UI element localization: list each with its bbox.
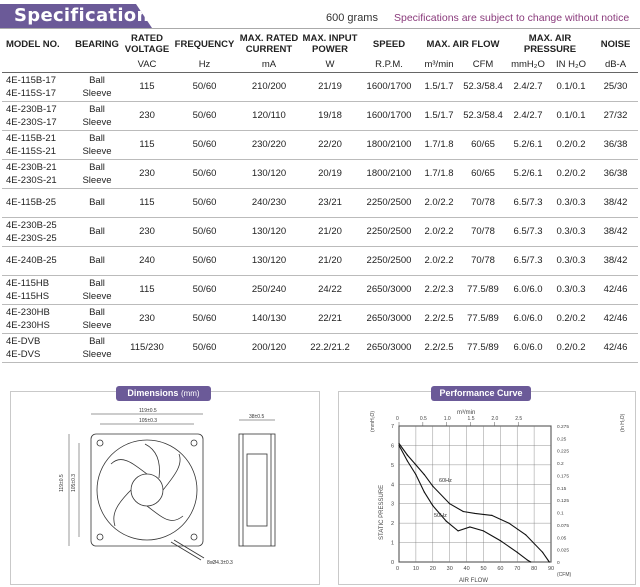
pres-mm-cell: 2.4/2.7 [507,72,549,101]
power-cell: 21/20 [301,246,359,275]
data-point [542,552,543,553]
table-row [2,304,638,333]
top-tick-label: 1.0 [443,416,451,422]
flow-cfm-cell: 60/65 [459,159,507,188]
flow-m3-cell: 2.2/2.5 [419,304,459,333]
flow-m3-cell: 2.0/2.2 [419,217,459,246]
pres-in-cell: 0.2/0.2 [549,130,593,159]
x-tick-label: 20 [429,566,436,572]
fan-side-view [239,420,275,546]
notice-text: Specifications are subject to change without notice [394,12,630,24]
model-cell [2,101,72,130]
current-cell: 130/120 [237,217,301,246]
model-number: 4E-230S-25 [6,232,57,244]
bearing-type: Ball [89,226,105,237]
model-number: 4E-115HS [6,290,50,302]
top-tick-label: 2.5 [515,416,523,422]
pres-in-cell: 0.1/0.1 [549,72,593,101]
col-header-bearing: BEARING [75,38,119,50]
power-cell: 23/21 [301,188,359,217]
flow-m3-cell: 1.5/1.7 [419,72,459,101]
model-number: 4E-115B-17 [6,74,56,86]
noise-cell: 27/32 [593,101,638,130]
freq-cell: 50/60 [172,101,237,130]
dim-width-label: 119±0.5 [139,408,157,414]
voltage-cell: 230 [122,217,172,246]
data-point [398,443,399,444]
model-number: 4E-115HB [6,277,50,289]
power-cell: 22/20 [301,130,359,159]
model-number: 4E-230HS [6,319,50,331]
y-tick-label: 5 [391,462,395,469]
dim-mount-hole-label: 8xØ4.3±0.3 [207,560,233,566]
flow-m3-cell: 1.7/1.8 [419,159,459,188]
table-row [2,188,638,217]
y-tick-label: 1 [391,540,395,547]
table-row [2,217,638,246]
col-header-current: MAX. RATED CURRENT [239,33,299,55]
top-tick-label: 1.5 [467,416,475,422]
current-cell: 230/220 [237,130,301,159]
bearing-type: Ball [89,255,105,266]
top-axis-label: m³/min [457,410,476,416]
model-cell [2,275,72,304]
flow-cfm-cell: 70/78 [459,246,507,275]
speed-cell: 2650/3000 [359,333,419,362]
pres-mm-cell: 6.5/7.3 [507,217,549,246]
speed-cell: 2250/2500 [359,217,419,246]
model-cell [2,159,72,188]
y2-tick-label: 0.05 [557,536,567,542]
data-point [463,511,464,512]
x-tick-label: 30 [446,566,453,572]
y-tick-label: 4 [391,482,395,489]
y-tick-label: 3 [391,501,395,508]
model-cell [2,304,72,333]
y2-tick-label: 0.125 [557,499,570,505]
data-point [527,559,528,560]
y2-tick-label: 0.2 [557,462,564,468]
freq-cell: 50/60 [172,275,237,304]
data-point [415,464,416,465]
speed-cell: 1800/2100 [359,159,419,188]
y-tick-label: 0 [391,560,395,566]
x-tick-label: 0 [396,566,400,572]
bearing-type: Ball [89,277,105,289]
model-cell [2,72,72,101]
unit-flow-cfm: CFM [459,58,507,72]
model-number: 4E-115S-17 [6,87,56,99]
bearing-type: Ball [89,197,105,208]
bearing-type: Sleeve [82,174,112,186]
bearing-cell [72,333,122,362]
bearing-type: Ball [89,306,105,318]
flow-cfm-cell: 60/65 [459,130,507,159]
model-cell [2,217,72,246]
model-number: 4E-230HB [6,306,50,318]
data-point [424,474,425,475]
speed-cell: 2650/3000 [359,275,419,304]
pres-mm-cell: 2.4/2.7 [507,101,549,130]
y-tick-label: 2 [391,521,395,528]
col-header-voltage: RATED VOLTAGE [124,33,170,55]
model-number: 4E-115S-21 [6,145,56,157]
model-number: 4E-DVB [6,335,41,347]
unit-flow-m3: m³/min [419,58,459,72]
power-cell: 22.2/21.2 [301,333,359,362]
chart-grid [399,426,551,562]
flow-cfm-cell: 70/78 [459,217,507,246]
model-number: 4E-115B-21 [6,132,56,144]
freq-cell: 50/60 [172,130,237,159]
power-cell: 21/20 [301,217,359,246]
data-point [525,534,526,535]
chart-series [398,443,550,563]
bearing-cell [72,72,122,101]
fan-front-view [69,414,204,560]
model-number: 4E-240B-25 [6,255,57,266]
bearing-type: Sleeve [82,348,112,360]
power-cell: 24/22 [301,275,359,304]
performance-chart [339,392,635,584]
data-point [500,540,501,541]
table-row [2,159,638,188]
data-point [474,513,475,514]
current-cell: 250/240 [237,275,301,304]
unit-noise: dB-A [593,58,638,72]
unit-voltage: VAC [122,58,172,72]
flow-cfm-cell: 52.3/58.4 [459,72,507,101]
y2-tick-label: 0.15 [557,486,567,492]
pres-in-cell: 0.1/0.1 [549,101,593,130]
bearing-type: Sleeve [82,87,112,99]
flow-cfm-cell: 77.5/89 [459,304,507,333]
bearing-cell [72,101,122,130]
data-point [398,445,399,446]
noise-cell: 38/42 [593,217,638,246]
y-tick-label: 6 [391,443,395,450]
bearing-cell [72,217,122,246]
current-cell: 130/120 [237,246,301,275]
data-point [449,503,450,504]
curve-label-60hz: 60Hz [439,478,452,484]
x-axis-unit: (CFM) [557,572,572,578]
flow-m3-cell: 2.0/2.2 [419,188,459,217]
flow-cfm-cell: 52.3/58.4 [459,101,507,130]
page-title: Specifications [14,5,161,26]
flow-cfm-cell: 70/78 [459,188,507,217]
unit-model [2,58,72,72]
voltage-cell: 115 [122,72,172,101]
x-tick-label: 10 [412,566,420,572]
speed-cell: 2250/2500 [359,188,419,217]
data-point [458,530,459,531]
noise-cell: 25/30 [593,72,638,101]
dim-depth-label: 38±0.5 [249,414,265,420]
unit-speed: R.P.M. [359,58,419,72]
pres-in-cell: 0.3/0.3 [549,188,593,217]
col-header-speed: SPEED [372,38,406,50]
pres-mm-cell: 5.2/6.1 [507,159,549,188]
current-cell: 210/200 [237,72,301,101]
col-header-model: MODEL NO. [6,38,60,50]
model-cell [2,188,72,217]
x-tick-label: 80 [531,566,538,572]
data-point [530,561,531,562]
table-row [2,72,638,101]
top-tick-label: 0.5 [419,416,427,422]
weight-label: 600 grams [326,12,378,24]
power-cell: 22/21 [301,304,359,333]
bearing-cell [72,188,122,217]
model-number: 4E-DVS [6,348,41,360]
table-row [2,130,638,159]
col-header-freq: FREQUENCY [174,38,235,50]
data-point [491,515,492,516]
x-tick-label: 60 [497,566,504,572]
pres-mm-cell: 6.5/7.3 [507,188,549,217]
bearing-type: Sleeve [82,145,112,157]
voltage-cell: 115 [122,130,172,159]
x-axis-label: AIR FLOW [459,578,489,584]
flow-m3-cell: 2.2/2.5 [419,333,459,362]
flow-m3-cell: 1.5/1.7 [419,101,459,130]
noise-cell: 38/42 [593,188,638,217]
header-row [2,30,638,58]
data-point [415,474,416,475]
power-cell: 21/19 [301,72,359,101]
table-row [2,101,638,130]
freq-cell: 50/60 [172,217,237,246]
y2-tick-label: 0.075 [557,523,570,529]
pres-mm-cell: 6.0/6.0 [507,304,549,333]
data-point [432,486,433,487]
bearing-cell [72,275,122,304]
pres-in-cell: 0.3/0.3 [549,246,593,275]
flow-m3-cell: 1.7/1.8 [419,130,459,159]
dim-hole-height-label: 105±0.3 [71,473,77,492]
pres-mm-cell: 5.2/6.1 [507,130,549,159]
voltage-cell: 230 [122,159,172,188]
freq-cell: 50/60 [172,159,237,188]
current-cell: 130/120 [237,159,301,188]
y2-tick-label: 0.25 [557,437,567,443]
divider [0,28,640,29]
spec-table [2,30,638,363]
table-row [2,275,638,304]
col-header-noise: NOISE [600,38,631,50]
current-cell: 120/110 [237,101,301,130]
noise-cell: 42/46 [593,333,638,362]
data-point [508,523,509,524]
flow-cfm-cell: 77.5/89 [459,333,507,362]
x-tick-label: 70 [514,566,521,572]
right-unit-label: (In H₂O) [620,413,626,432]
y2-tick-label: 0.025 [557,548,570,554]
current-cell: 240/230 [237,188,301,217]
noise-cell: 38/42 [593,246,638,275]
unit-power: W [301,58,359,72]
freq-cell: 50/60 [172,304,237,333]
pres-in-cell: 0.3/0.3 [549,275,593,304]
bearing-cell [72,304,122,333]
bearing-type: Sleeve [82,290,112,302]
bearing-type: Ball [89,132,105,144]
dim-height-label: 119±0.5 [59,474,65,492]
data-point [483,530,484,531]
voltage-cell: 115 [122,275,172,304]
unit-bearing [72,58,122,72]
current-cell: 140/130 [237,304,301,333]
pres-mm-cell: 6.0/6.0 [507,275,549,304]
col-header-airflow: MAX. AIR FLOW [426,38,500,50]
power-cell: 20/19 [301,159,359,188]
pres-in-cell: 0.3/0.3 [549,217,593,246]
dimensions-drawing [11,392,319,584]
bearing-type: Sleeve [82,116,112,128]
unit-pres-in: IN H₂O [549,58,593,72]
flow-m3-cell: 2.2/2.3 [419,275,459,304]
speed-cell: 2650/3000 [359,304,419,333]
top-tick-label: 0 [396,416,399,422]
y2-tick-label: 0.1 [557,511,564,517]
bearing-type: Ball [89,335,105,347]
unit-pres-mm: mmH₂O [507,58,549,72]
data-point [469,526,470,527]
data-point [446,521,447,522]
dimensions-unit: (mm) [180,389,200,398]
model-cell [2,333,72,362]
bearing-type: Ball [89,103,105,115]
noise-cell: 36/38 [593,130,638,159]
dimensions-panel [10,388,320,585]
x-tick-label: 90 [548,566,555,572]
power-cell: 19/18 [301,101,359,130]
x-tick-label: 50 [480,566,487,572]
left-unit-label: (mmH₂O) [370,410,376,432]
voltage-cell: 115 [122,188,172,217]
y2-tick-label: 0.175 [557,474,570,480]
data-point [549,561,550,562]
freq-cell: 50/60 [172,72,237,101]
model-number: 4E-230S-17 [6,116,57,128]
model-number: 4E-230B-21 [6,161,57,173]
noise-cell: 42/46 [593,304,638,333]
col-header-pressure: MAX. AIR PRESSURE [523,33,577,55]
table-row [2,333,638,362]
bearing-cell [72,246,122,275]
data-point [432,505,433,506]
data-point [517,552,518,553]
pres-mm-cell: 6.5/7.3 [507,246,549,275]
speed-cell: 1600/1700 [359,72,419,101]
top-tick-label: 2.0 [491,416,499,422]
x-tick-label: 40 [463,566,470,572]
curve-label-50hz: 50Hz [434,513,447,519]
pres-in-cell: 0.2/0.2 [549,333,593,362]
pres-in-cell: 0.2/0.2 [549,159,593,188]
flow-cfm-cell: 77.5/89 [459,275,507,304]
data-point [424,491,425,492]
bearing-type: Ball [89,74,105,86]
model-number: 4E-230B-17 [6,103,57,115]
dim-hole-width-label: 105±0.3 [139,418,158,424]
performance-title: Performance Curve [431,386,531,401]
bearing-type: Sleeve [82,319,112,331]
model-number: 4E-115B-25 [6,197,56,208]
unit-row [2,58,638,72]
speed-cell: 1600/1700 [359,101,419,130]
unit-freq: Hz [172,58,237,72]
bearing-type: Ball [89,161,105,173]
model-number: 4E-230S-21 [6,174,57,186]
chart-ticks [391,416,569,572]
current-cell: 200/120 [237,333,301,362]
bearing-cell [72,159,122,188]
noise-cell: 36/38 [593,159,638,188]
speed-cell: 2250/2500 [359,246,419,275]
freq-cell: 50/60 [172,246,237,275]
voltage-cell: 115/230 [122,333,172,362]
series-line-60hz [399,444,549,563]
voltage-cell: 230 [122,101,172,130]
y2-tick-label: 0.225 [557,449,570,455]
y2-tick-label: 0 [557,561,560,566]
voltage-cell: 230 [122,304,172,333]
voltage-cell: 240 [122,246,172,275]
table-row [2,246,638,275]
model-cell [2,130,72,159]
model-cell [2,246,72,275]
col-header-power: MAX. INPUT POWER [302,33,358,55]
freq-cell: 50/60 [172,333,237,362]
y-tick-label: 7 [391,424,395,430]
y2-tick-label: 0.275 [557,425,570,430]
data-point [407,455,408,456]
pres-mm-cell: 6.0/6.0 [507,333,549,362]
flow-m3-cell: 2.0/2.2 [419,246,459,275]
dimensions-title-text: Dimensions [127,388,179,398]
pres-in-cell: 0.2/0.2 [549,304,593,333]
bearing-cell [72,130,122,159]
noise-cell: 42/46 [593,275,638,304]
data-point [407,460,408,461]
model-number: 4E-230B-25 [6,219,57,231]
plot-frame [399,426,551,562]
freq-cell: 50/60 [172,188,237,217]
speed-cell: 1800/2100 [359,130,419,159]
unit-current: mA [237,58,301,72]
y-axis-label: STATIC PRESSURE [379,484,385,540]
performance-panel [338,388,636,585]
